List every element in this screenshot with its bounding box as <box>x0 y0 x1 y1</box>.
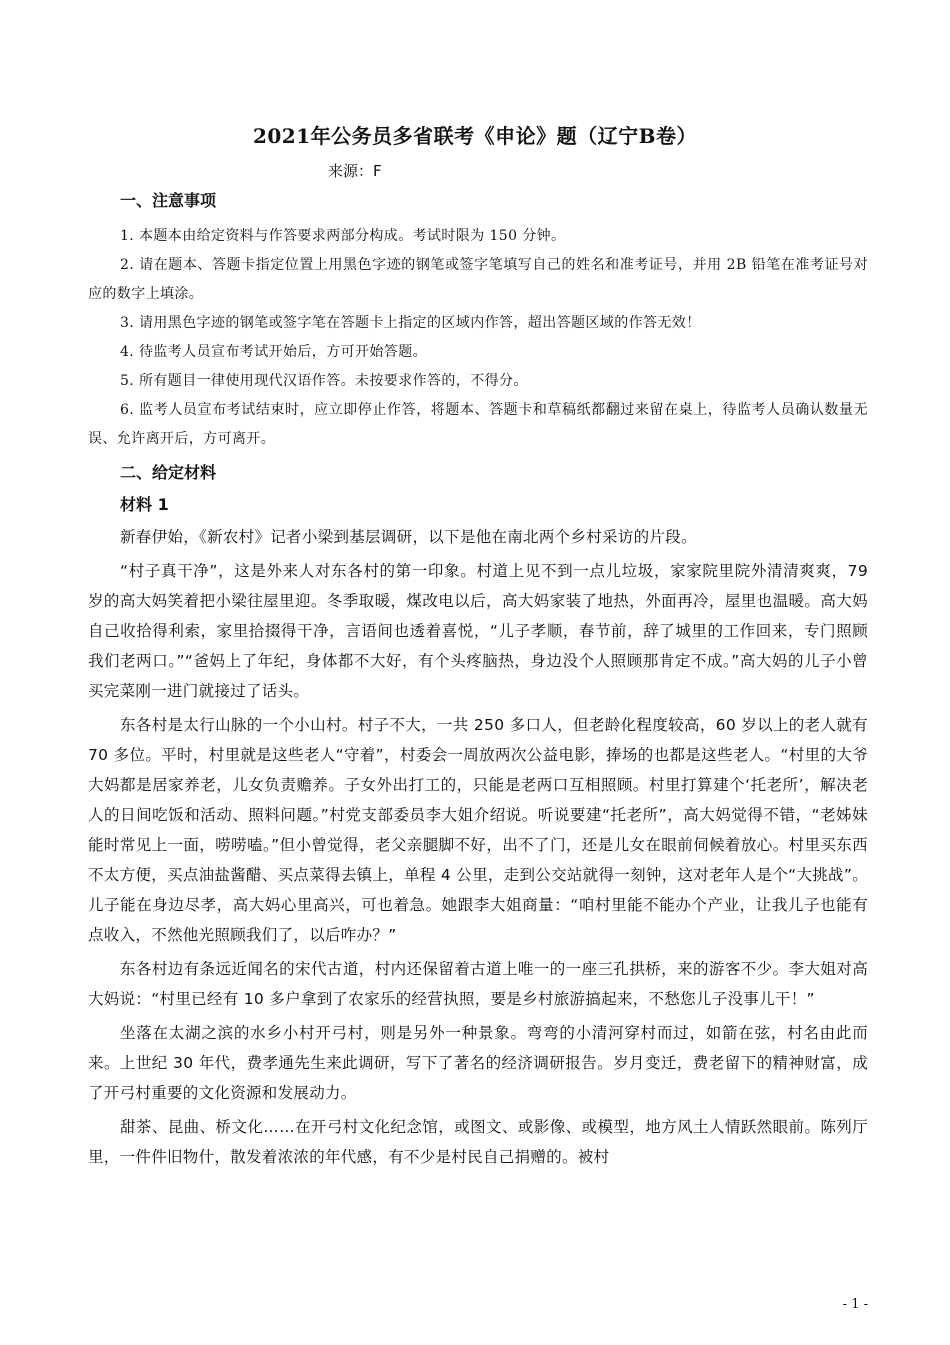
document-content <box>88 190 868 1176</box>
material-heading: 材料 1 <box>120 495 169 514</box>
notice-item: 1. 本题本由给定资料与作答要求两部分构成。考试时限为 150 分钟。 <box>120 228 566 244</box>
material-paragraph: 坐落在太湖之滨的水乡小村开弓村，则是另外一种景象。弯弯的小清河穿村而过，如箭在弦，村名由此而来。上世纪 30 年代，费孝通先生来此调研，写下了著名的经济调研报告。岁月变迁，费老留下的精神财富，成了开弓村重要的文化资源和发展动力。 <box>88 1024 868 1102</box>
source-line: 来源：F <box>328 162 382 180</box>
notice-item: 3. 请用黑色字迹的钢笔或签字笔在答题卡上指定的区域内作答，超出答题区域的作答无效！ <box>120 315 701 331</box>
section-heading-notices: 一、注意事项 <box>120 191 217 210</box>
notice-item: 5. 所有题目一律使用现代汉语作答。未按要求作答的，不得分。 <box>120 373 528 389</box>
material-paragraph: 甜茶、昆曲、桥文化……在开弓村文化纪念馆，或图文、或影像、或模型，地方风土人情跃然眼前。陈列厅里，一件件旧物什，散发着浓浓的年代感，有不少是村民自己捐赠的。被村 <box>88 1118 868 1166</box>
material-paragraph: 东各村是太行山脉的一个小山村。村子不大，一共 250 多口人，但老龄化程度较高，60 岁以上的老人就有 70 多位。平时，村里就是这些老人“守着”，村委会一周放两次公益电影，捧场的也都是这些老人。“村里的大爷大妈都是居家养老，儿女负责赡养。子女外出打工的，只能是老两口互相照顾。村里打算建个‘托老所’，解决老人的日间吃饭和活动、照料问题。”村党支部委员李大姐介绍说。听说要建“托老所”，高大妈觉得不错，“老姊妹能时常见上一面，唠唠嗑。”但小曾觉得，老父亲腿脚不好，出不了门，还是儿女在眼前伺候着放心。村里买东西不太方便，买点油盐酱醋、买点菜得去镇上，单程 4 公里，走到公交站就得一刻钟，这对老年人是个“大挑战”。儿子能在身边尽孝，高大妈心里高兴，可也着急。她跟李大姐商量：“咱村里能不能办个产业，让我儿子也能有点收入，不然他光照顾我们了，以后咋办？” <box>88 716 868 944</box>
section-heading-materials: 二、给定材料 <box>120 463 217 482</box>
material-paragraph: 新春伊始，《新农村》记者小梁到基层调研，以下是他在南北两个乡村采访的片段。 <box>120 528 697 546</box>
notice-item: 4. 待监考人员宣布考试开始后，方可开始答题。 <box>120 344 428 360</box>
notice-item: 6. 监考人员宣布考试结束时，应立即停止作答，将题本、答题卡和草稿纸都翻过来留在桌上，待监考人员确认数量无误、允许离开后，方可离开。 <box>88 402 868 447</box>
notice-item: 2. 请在题本、答题卡指定位置上用黑色字迹的钢笔或签字笔填写自己的姓名和准考证号，并用 2B 铅笔在准考证号对应的数字上填涂。 <box>88 257 868 302</box>
page-number: - 1 - <box>842 1297 868 1312</box>
material-paragraph: 东各村边有条远近闻名的宋代古道，村内还保留着古道上唯一的一座三孔拱桥，来的游客不少。李大姐对高大妈说：“村里已经有 10 多户拿到了农家乐的经营执照，要是乡村旅游搞起来，不愁您儿子没事儿干！” <box>88 960 868 1008</box>
material-paragraph: “村子真干净”，这是外来人对东各村的第一印象。村道上见不到一点儿垃圾，家家院里院外清清爽爽，79 岁的高大妈笑着把小梁往屋里迎。冬季取暖，煤改电以后，高大妈家装了地热，外面再冷，屋里也温暖。高大妈自己收拾得利索，家里拾掇得干净，言语间也透着喜悦，“儿子孝顺，春节前，辞了城里的工作回来，专门照顾我们老两口。”“爸妈上了年纪，身体都不大好，有个头疼脑热，身边没个人照顾那肯定不成。”高大妈的儿子小曾买完菜刚一进门就接过了话头。 <box>88 562 868 700</box>
page-title: 2021年公务员多省联考《申论》题（辽宁B卷） <box>252 124 698 148</box>
